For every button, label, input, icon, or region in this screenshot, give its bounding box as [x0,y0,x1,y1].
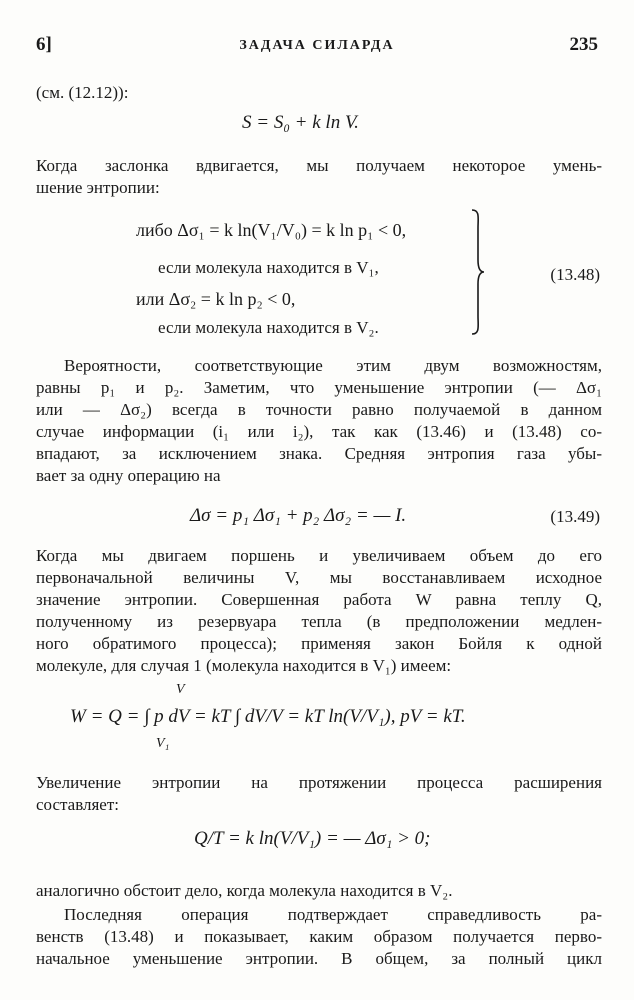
integral-lower-limit: V₁ [156,736,170,751]
right-brace-icon [470,208,486,336]
chapter-number: 6] [36,34,52,55]
text-line: первоначальной величины V, мы восстанавливаем исходное [36,568,602,587]
text-line: равны p₁ и p₂. Заметим, что уменьшение энтропии (— Δσ₁ [36,378,602,397]
text-line: составляет: [36,795,119,814]
text-line: (см. (12.12)): [36,83,129,102]
integral-upper-limit: V [176,682,185,697]
text-line: шение энтропии: [36,178,160,197]
equation-case-2-condition: если молекула находится в V₂. [158,318,379,337]
text-line: Последняя операция подтверждает справедливость ра- [64,905,602,924]
text-line: случае информации (i₁ или i₂), так как (13.46) и (13.48) со- [36,422,602,441]
text-line: ного обратимого процесса); применяя закон Бойля к одной [36,634,602,653]
text-line: вает за одну операцию на [36,466,221,485]
equation-number-13-48: (13.48) [550,265,600,284]
equation-work: W = Q = ∫ p dV = kT ∫ dV/V = kT ln(V/V₁), pV = kT. [70,706,466,727]
equation-case-2: или Δσ₂ = k ln p₂ < 0, [136,289,296,309]
text-line: Вероятности, соответствующие этим двум возможностям, [64,356,602,375]
text-line: венств (13.48) и показывает, каким образом получается перво- [36,927,602,946]
text-line: аналогично обстоит дело, когда молекула находится в V₂. [36,881,453,900]
page-number: 235 [569,34,598,55]
text-line: молекуле, для случая 1 (молекула находится в V₁) имеем: [36,656,452,675]
text-line: Когда мы двигаем поршень и увеличиваем объем до его [36,546,602,565]
text-line: или — Δσ₂) всегда в точности равно получаемой в данном [36,400,602,419]
equation-mean-entropy: Δσ = p₁ Δσ₁ + p₂ Δσ₂ = — I. [190,505,407,526]
equation-case-1-condition: если молекула находится в V₁, [158,258,379,277]
equation-entropy: S = S₀ + k ln V. [242,112,359,133]
text-line: впадают, за исключением знака. Средняя энтропия газа убы- [36,444,602,463]
running-title: ЗАДАЧА СИЛАРДА [239,38,395,53]
text-line: значение энтропии. Совершенная работа W равна теплу Q, [36,590,602,609]
text-line: начальное уменьшение энтропии. В общем, за полный цикл [36,949,602,968]
equation-heat: Q/T = k ln(V/V₁) = — Δσ₁ > 0; [194,828,431,849]
text-line: полученному из резервуара тепла (в предположении медлен- [36,612,602,631]
text-line: Когда заслонка вдвигается, мы получаем некоторое умень- [36,156,602,175]
equation-number-13-49: (13.49) [550,507,600,526]
text-line: Увеличение энтропии на протяжении процесса расширения [36,773,602,792]
equation-case-1: либо Δσ₁ = k ln(V₁/V₀) = k ln p₁ < 0, [136,220,407,240]
